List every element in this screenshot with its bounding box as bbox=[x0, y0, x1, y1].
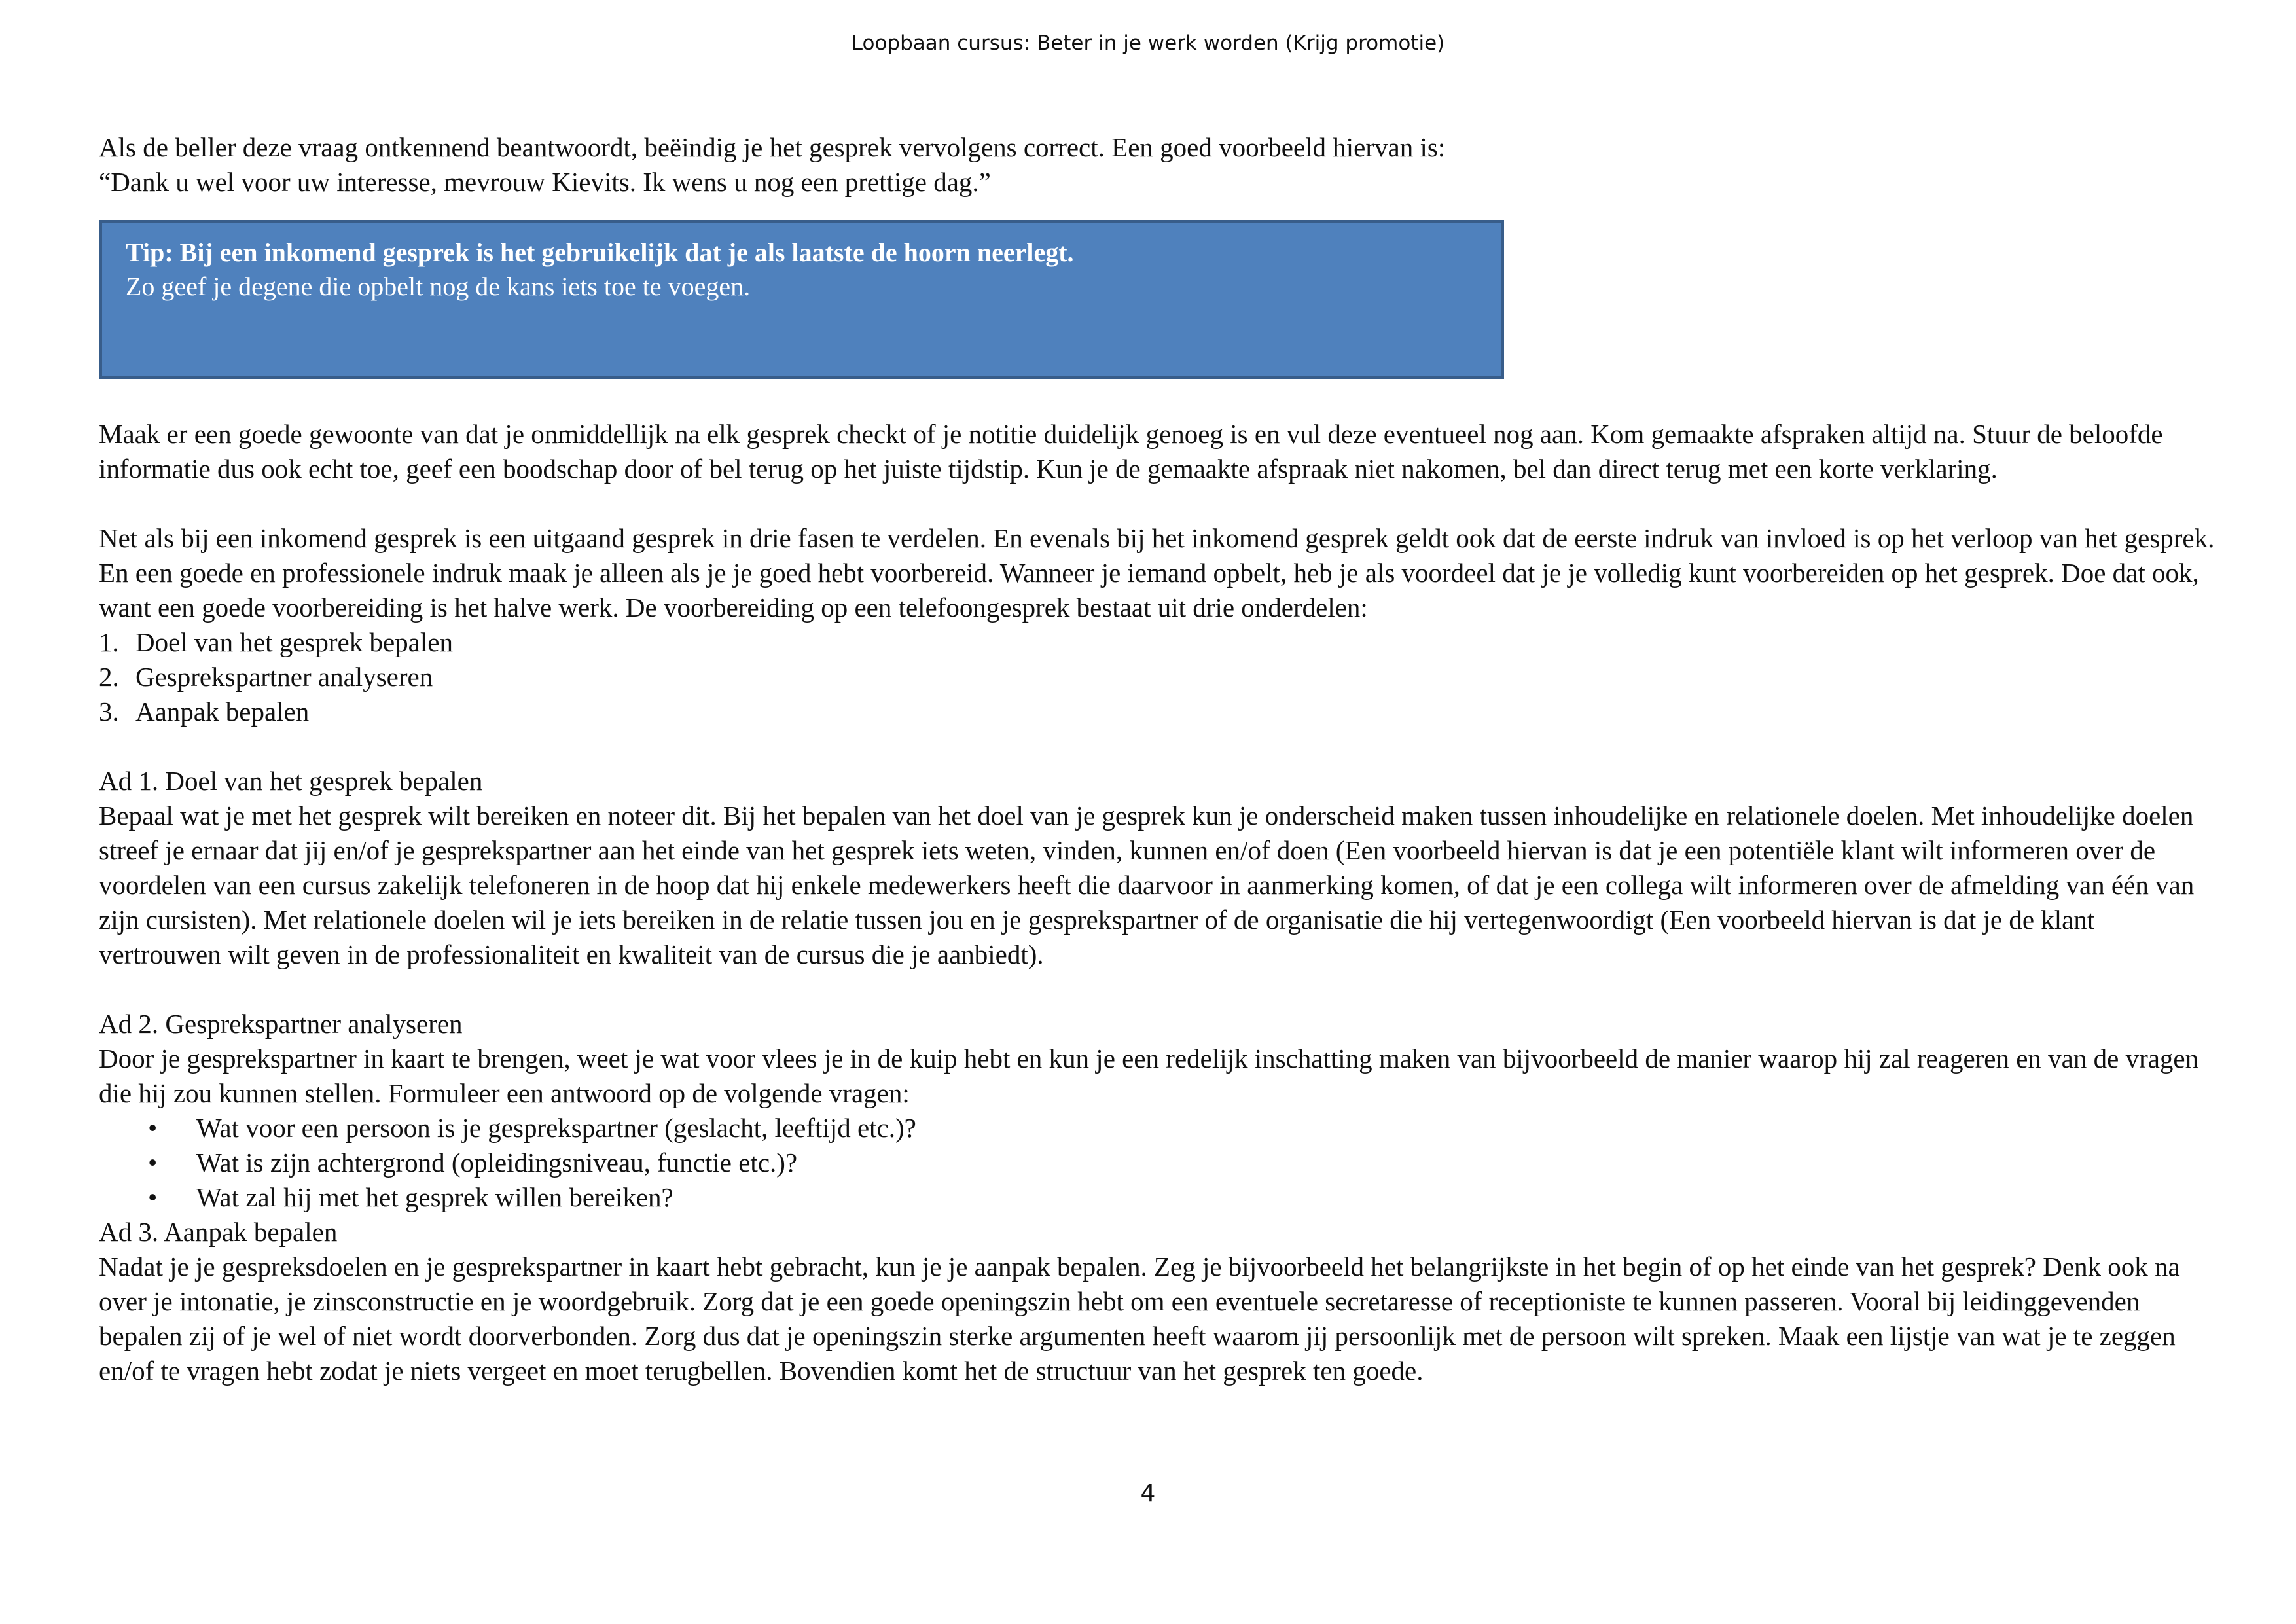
ad3-heading: Ad 3. Aanpak bepalen bbox=[99, 1217, 338, 1247]
list-item-text: Wat zal hij met het gesprek willen bereiken? bbox=[196, 1182, 673, 1212]
ad1-text: Bepaal wat je met het gesprek wilt bereiken en noteer dit. Bij het bepalen van het doel van je gesprek kun je onderscheid maken tussen inhoudelijke en relationele doelen. Met inhoudelijke doelen streef je ernaar dat jij en/of je gesprekspartner aan het einde van het gesprek iets weten, vinden, kunnen en/of doen (Een voorbeeld hiervan is dat je een potentiële klant wilt informeren over de voordelen van een cursus zakelijk telefoneren in de hoop dat hij enkele medewerkers heeft die daarvoor in aanmerking komen, of dat je een collega wilt informeren over de afmelding van één van zijn cursisten). Met relationele doelen wil je iets bereiken in de relatie tussen jou en je gesprekspartner of de organisatie die hij vertegenwoordigt (Een voorbeeld hiervan is dat je de klant vertrouwen wilt geven in de professionaliteit en kwaliteit van de cursus die je aanbiedt). bbox=[99, 801, 2195, 969]
list-number: 2. bbox=[99, 662, 119, 692]
list-item-text: Aanpak bepalen bbox=[135, 696, 310, 727]
intro-line-1: Als de beller deze vraag ontkennend beantwoordt, beëindig je het gesprek vervolgens correct. Een goed voorbeeld hiervan is: bbox=[99, 132, 1446, 162]
list-item bbox=[99, 1180, 2219, 1215]
ad2-text: Door je gesprekspartner in kaart te brengen, weet je wat voor vlees je in de kuip hebt en kun je een redelijk inschatting maken van bijvoorbeeld de manier waarop hij zal reageren en van de vragen die hij zou kunnen stellen. Formuleer een antwoord op de volgende vragen: bbox=[99, 1043, 2199, 1108]
list-item-text: Wat is zijn achtergrond (opleidingsniveau, functie etc.)? bbox=[196, 1147, 798, 1178]
ad1-heading: Ad 1. Doel van het gesprek bepalen bbox=[99, 766, 483, 796]
bullet-icon: • bbox=[148, 1147, 158, 1178]
document-body bbox=[99, 130, 2219, 1388]
ad2-question-list bbox=[99, 1111, 2219, 1215]
list-number: 1. bbox=[99, 627, 119, 657]
list-item bbox=[99, 625, 2219, 660]
bullet-icon: • bbox=[148, 1113, 158, 1143]
spacer bbox=[99, 972, 2219, 1007]
steps-list bbox=[99, 625, 2219, 729]
list-number: 3. bbox=[99, 696, 119, 727]
list-item bbox=[99, 695, 2219, 729]
page-header: Loopbaan cursus: Beter in je werk worden (Krijg promotie) bbox=[851, 31, 1445, 55]
list-item bbox=[99, 1111, 2219, 1146]
tip-text: Zo geef je degene die opbelt nog de kans iets toe te voegen. bbox=[126, 272, 751, 301]
tip-title: Tip: Bij een inkomend gesprek is het gebruikelijk dat je als laatste de hoorn neerlegt. bbox=[126, 238, 1074, 267]
intro-line-2: “Dank u wel voor uw interesse, mevrouw Kievits. Ik wens u nog een prettige dag.” bbox=[99, 167, 991, 197]
ad2-heading: Ad 2. Gesprekspartner analyseren bbox=[99, 1009, 463, 1039]
spacer bbox=[99, 486, 2219, 521]
list-item bbox=[99, 660, 2219, 695]
spacer bbox=[99, 729, 2219, 764]
paragraph-outgoing: Net als bij een inkomend gesprek is een uitgaand gesprek in drie fasen te verdelen. En evenals bij het inkomend gesprek geldt ook dat de eerste indruk van invloed is op het verloop van het gesprek. En een goede en professionele indruk maak je alleen als je je goed hebt voorbereid. Wanneer je iemand opbelt, heb je als voordeel dat je je volledig kunt voorbereiden op het gesprek. Doe dat ook, want een goede voorbereiding is het halve werk. De voorbereiding op een telefoongesprek bestaat uit drie onderdelen: bbox=[99, 523, 2215, 623]
paragraph-habit: Maak er een goede gewoonte van dat je onmiddellijk na elk gesprek checkt of je notitie duidelijk genoeg is en vul deze eventueel nog aan. Kom gemaakte afspraken altijd na. Stuur de beloofde informatie dus ook echt toe, geef een boodschap door of bel terug op het juiste tijdstip. Kun je de gemaakte afspraak niet nakomen, bel dan direct terug met een korte verklaring. bbox=[99, 419, 2163, 484]
list-item-text: Gesprekspartner analyseren bbox=[135, 662, 433, 692]
ad3-text: Nadat je je gespreksdoelen en je gesprekspartner in kaart hebt gebracht, kun je je aanpak bepalen. Zeg je bijvoorbeeld het belangrijkste in het begin of op het einde van het gesprek? Denk ook na over je intonatie, je zinsconstructie en je woordgebruik. Zorg dat je een goede openingszin hebt om een eventuele secretaresse of receptioniste te kunnen passeren. Vooral bij leidinggevenden bepalen zij of je wel of niet wordt doorverbonden. Zorg dus dat je openingszin sterke argumenten heeft waarom jij persoonlijk met de persoon wilt spreken. Maak een lijstje van wat je te zeggen en/of te vragen hebt zodat je niets vergeet en moet terugbellen. Bovendien komt het de structuur van het gesprek ten goede. bbox=[99, 1252, 2180, 1386]
list-item-text: Wat voor een persoon is je gesprekspartner (geslacht, leeftijd etc.)? bbox=[196, 1113, 916, 1143]
page-number: 4 bbox=[1140, 1480, 1156, 1507]
bullet-icon: • bbox=[148, 1182, 158, 1212]
list-item-text: Doel van het gesprek bepalen bbox=[135, 627, 453, 657]
list-item bbox=[99, 1146, 2219, 1180]
tip-box bbox=[99, 220, 1504, 379]
